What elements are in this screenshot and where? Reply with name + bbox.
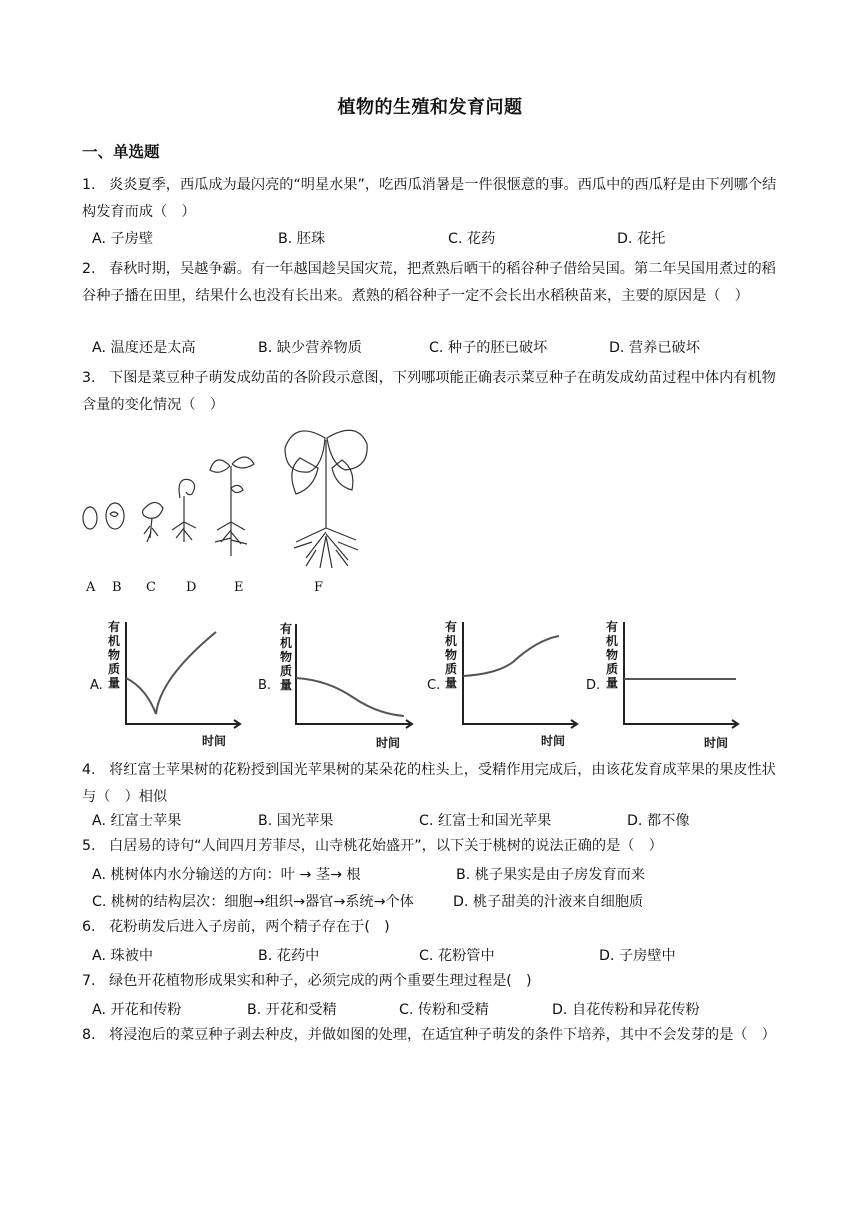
graph-option-b[interactable] bbox=[258, 618, 418, 753]
question-4 bbox=[82, 757, 782, 811]
question-text: 白居易的诗句“人间四月芳菲尽，山寺桃花始盛开”，以下关于桃树的说法正确的是（ ） bbox=[109, 838, 663, 854]
option-d[interactable]: D. 营养已破坏 bbox=[609, 340, 700, 356]
graph-option-a[interactable] bbox=[90, 618, 250, 753]
option-b[interactable]: B. 胚珠 bbox=[278, 231, 326, 247]
question-number: 2. bbox=[82, 261, 96, 277]
graph-option-label: B. bbox=[258, 678, 272, 693]
question-text: 炎炎夏季，西瓜成为最闪亮的“明星水果”，吃西瓜消暑是一件很惬意的事。西瓜中的西瓜籽是由下列哪个结构发育而成（ ） bbox=[82, 177, 777, 220]
stage-label-c: C bbox=[146, 580, 156, 595]
y-axis-label: 有机物质量 bbox=[280, 622, 293, 692]
option-c[interactable]: C. 红富士和国光苹果 bbox=[419, 813, 552, 829]
question-6 bbox=[82, 914, 782, 941]
question-2 bbox=[82, 256, 782, 310]
option-b[interactable]: B. 开花和受精 bbox=[247, 1002, 337, 1018]
option-d[interactable]: D. 都不像 bbox=[627, 813, 690, 829]
graph-option-label: C. bbox=[427, 678, 441, 693]
question-number: 6. bbox=[82, 919, 96, 935]
option-a[interactable]: A. 子房壁 bbox=[92, 231, 154, 247]
question-number: 1. bbox=[82, 177, 96, 193]
seedling-e-illustration bbox=[210, 457, 254, 556]
y-axis-label: 有机物质量 bbox=[606, 620, 619, 690]
graph-option-label: D. bbox=[586, 678, 601, 693]
x-axis-label: 时间 bbox=[541, 734, 566, 748]
question-text: 春秋时期，吴越争霸。有一年越国趁吴国灾荒，把煮熟后晒干的稻谷种子借给吴国。第二年吴国用煮过的稻谷种子播在田里，结果什么也没有长出来。煮熟的稻谷种子一定不会长出水稻秧苗来，主要的原因是（ ） bbox=[82, 261, 776, 304]
option-d[interactable]: D. 花托 bbox=[617, 231, 666, 247]
question-5-options-row2 bbox=[92, 892, 792, 912]
seedling-c-illustration bbox=[143, 502, 163, 542]
stage-label-b: B bbox=[112, 580, 122, 595]
graph-b-curve bbox=[296, 678, 404, 716]
y-axis-label: 有机物质量 bbox=[445, 620, 458, 690]
stage-label-e: E bbox=[234, 580, 244, 595]
graph-b-plot bbox=[258, 618, 418, 733]
seed-a-illustration bbox=[83, 507, 97, 529]
question-number: 5. bbox=[82, 838, 96, 854]
graph-c-plot bbox=[427, 618, 587, 733]
graph-a-curve bbox=[126, 632, 216, 714]
question-3 bbox=[82, 365, 782, 419]
question-number: 3. bbox=[82, 370, 96, 386]
option-d[interactable]: D. 自花传粉和异花传粉 bbox=[552, 1002, 700, 1018]
question-5-options-row1 bbox=[92, 865, 792, 885]
option-a[interactable]: A. 温度还是太高 bbox=[92, 340, 196, 356]
option-a[interactable]: A. 珠被中 bbox=[92, 948, 154, 964]
option-c[interactable]: C. 桃树的结构层次：细胞→组织→器官→系统→个体 bbox=[92, 894, 414, 910]
y-axis-label: 有机物质量 bbox=[108, 620, 121, 690]
page-title: 植物的生殖和发育问题 bbox=[337, 97, 523, 118]
option-b[interactable]: B. 桃子果实是由子房发育而来 bbox=[456, 867, 646, 883]
question-8 bbox=[82, 1022, 782, 1049]
option-c[interactable]: C. 花药 bbox=[448, 231, 496, 247]
seedling-stages-figure bbox=[80, 418, 370, 578]
graph-c-curve bbox=[463, 636, 559, 676]
stage-labels bbox=[80, 580, 380, 600]
graph-option-d[interactable] bbox=[586, 618, 746, 753]
graph-a-plot bbox=[90, 618, 250, 733]
section-heading: 一、单选题 bbox=[82, 143, 160, 161]
question-text: 将浸泡后的菜豆种子剥去种皮，并做如图的处理，在适宜种子萌发的条件下培养，其中不会发芽的是（ ） bbox=[109, 1027, 776, 1043]
option-c[interactable]: C. 花粉管中 bbox=[419, 948, 495, 964]
question-text: 花粉萌发后进入子房前，两个精子存在于( ) bbox=[109, 919, 390, 935]
question-text: 绿色开花植物形成果实和种子，必须完成的两个重要生理过程是( ) bbox=[109, 973, 532, 989]
stage-label-f: F bbox=[314, 580, 324, 595]
graph-option-label: A. bbox=[90, 678, 103, 693]
x-axis-label: 时间 bbox=[202, 734, 227, 748]
question-7-options bbox=[92, 1000, 792, 1020]
x-axis-label: 时间 bbox=[704, 736, 729, 750]
option-d[interactable]: D. 子房壁中 bbox=[599, 948, 676, 964]
option-d[interactable]: D. 桃子甜美的汁液来自细胞质 bbox=[453, 894, 644, 910]
seedling-f-illustration bbox=[285, 430, 367, 568]
question-4-options bbox=[92, 811, 792, 831]
question-7 bbox=[82, 968, 782, 995]
stage-label-a: A bbox=[86, 580, 96, 595]
option-a[interactable]: A. 桃树体内水分输送的方向：叶 → 茎→ 根 bbox=[92, 867, 361, 883]
question-5 bbox=[82, 833, 782, 860]
x-axis-label: 时间 bbox=[376, 736, 401, 750]
question-6-options bbox=[92, 946, 792, 966]
question-text: 将红富士苹果树的花粉授到国光苹果树的某朵花的柱头上，受精作用完成后，由该花发育成苹果的果皮性状与（ ）相似 bbox=[82, 762, 776, 805]
option-c[interactable]: C. 传粉和受精 bbox=[399, 1002, 489, 1018]
question-number: 4. bbox=[82, 762, 96, 778]
question-1-options bbox=[92, 229, 792, 249]
option-c[interactable]: C. 种子的胚已破坏 bbox=[429, 340, 548, 356]
question-text: 下图是菜豆种子萌发成幼苗的各阶段示意图，下列哪项能正确表示菜豆种子在萌发成幼苗过程中体内有机物含量的变化情况（ ） bbox=[82, 370, 776, 413]
graph-d-plot bbox=[586, 618, 746, 733]
option-a[interactable]: A. 开花和传粉 bbox=[92, 1002, 182, 1018]
question-number: 7. bbox=[82, 973, 96, 989]
option-b[interactable]: B. 缺少营养物质 bbox=[258, 340, 362, 356]
question-1 bbox=[82, 172, 782, 226]
question-2-options bbox=[92, 338, 792, 358]
stage-label-d: D bbox=[186, 580, 197, 595]
question-number: 8. bbox=[82, 1027, 96, 1043]
option-a[interactable]: A. 红富士苹果 bbox=[92, 813, 182, 829]
option-b[interactable]: B. 花药中 bbox=[258, 948, 320, 964]
option-b[interactable]: B. 国光苹果 bbox=[258, 813, 334, 829]
seedling-d-illustration bbox=[172, 479, 196, 542]
graph-option-c[interactable] bbox=[427, 618, 587, 753]
